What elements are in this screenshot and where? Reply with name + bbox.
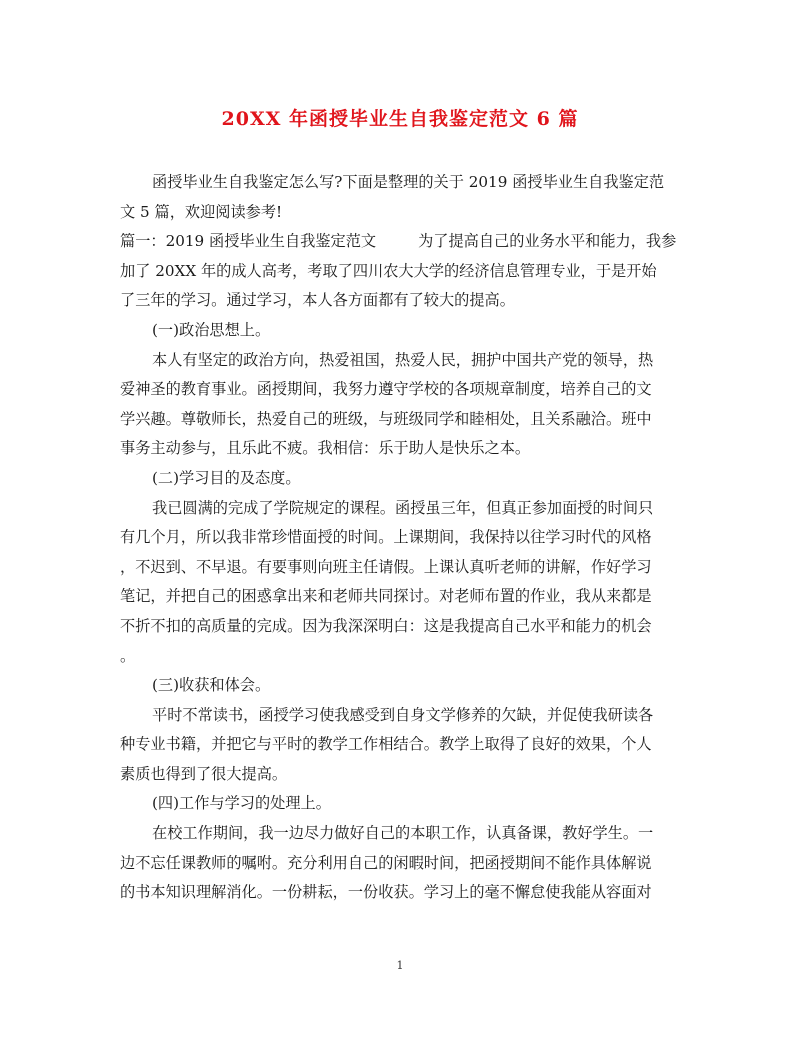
text-line	[120, 849, 674, 879]
text-line	[120, 819, 674, 849]
text-line	[120, 730, 674, 760]
text-line-content: 篇一：2019 函授毕业生自我鉴定范文	[120, 232, 377, 251]
text-line-content: 在校工作期间，我一边尽力做好自己的本职工作，认真备课，教好学生。一	[152, 824, 654, 843]
text-line-content: 文 5 篇，欢迎阅读参考!	[120, 202, 283, 221]
text-line-content: 平时不常读书，函授学习使我感受到自身文学修养的欠缺，并促使我研读各	[152, 705, 654, 724]
text-line	[120, 494, 674, 524]
text-line-content: 本人有坚定的政治方向，热爱祖国，热爱人民，拥护中国共产党的领导，热	[152, 350, 654, 369]
text-line	[120, 878, 674, 908]
text-line	[120, 198, 674, 228]
text-line	[120, 701, 674, 731]
text-line-content: 事务主动参与，且乐此不疲。我相信：乐于助人是快乐之本。	[120, 439, 531, 458]
text-line-content: 我已圆满的完成了学院规定的课程。函授虽三年，但真正参加面授的时间只	[152, 498, 654, 517]
text-line	[120, 553, 674, 583]
text-line-content: (四)工作与学习的处理上。	[152, 794, 331, 813]
text-line	[120, 375, 674, 405]
document-body	[120, 168, 677, 908]
text-line	[120, 523, 674, 553]
text-line-content: ，不迟到、不早退。有要事则向班主任请假。上课认真听老师的讲解，作好学习	[120, 557, 652, 576]
text-line-content: 了三年的学习。通过学习，本人各方面都有了较大的提高。	[120, 291, 515, 310]
text-line	[120, 760, 674, 790]
text-line	[120, 612, 674, 642]
text-line	[120, 227, 677, 257]
text-line-content: (二)学习目的及态度。	[152, 468, 301, 487]
text-line-content: (三)收获和体会。	[152, 676, 271, 695]
text-line	[120, 789, 674, 819]
text-line-content: 有几个月，所以我非常珍惜面授的时间。上课期间，我保持以往学习时代的风格	[120, 528, 652, 547]
text-line	[120, 434, 674, 464]
text-line-continuation: 为了提高自己的业务水平和能力，我参	[418, 232, 677, 251]
text-line-content: 学兴趣。尊敬师长，热爱自己的班级，与班级同学和睦相处，且关系融洽。班中	[120, 409, 652, 428]
text-line-content: 种专业书籍，并把它与平时的教学工作相结合。教学上取得了良好的效果，个人	[120, 735, 652, 754]
text-line-content: 。	[120, 646, 136, 665]
text-line-content: 边不忘任课教师的嘱咐。充分利用自己的闲暇时间，把函授期间不能作具体解说	[120, 853, 652, 872]
text-line	[120, 582, 674, 612]
text-line	[120, 346, 674, 376]
text-line-content: 不折不扣的高质量的完成。因为我深深明白：这是我提高自己水平和能力的机会	[120, 616, 652, 635]
text-line	[120, 671, 674, 701]
text-line	[120, 405, 674, 435]
text-line	[120, 464, 674, 494]
text-line-content: 的书本知识理解消化。一份耕耘，一份收获。学习上的毫不懈怠使我能从容面对	[120, 883, 652, 902]
text-line-content: 笔记，并把自己的困惑拿出来和老师共同探讨。对老师布置的作业，我从来都是	[120, 587, 652, 606]
text-line-content: 函授毕业生自我鉴定怎么写?下面是整理的关于 2019 函授毕业生自我鉴定范	[152, 173, 665, 191]
text-line	[120, 257, 674, 287]
text-line	[120, 316, 674, 346]
text-line-content: 素质也得到了很大提高。	[120, 764, 288, 783]
text-line	[120, 642, 674, 672]
text-line-content: 加了 20XX 年的成人高考，考取了四川农大大学的经济信息管理专业，于是开始	[120, 261, 657, 280]
page-number: 1	[396, 959, 404, 972]
text-line	[120, 168, 674, 198]
document-title: 20XX 年函授毕业生自我鉴定范文 6 篇	[221, 108, 579, 130]
text-line-content: (一)政治思想上。	[152, 320, 271, 339]
text-line-content: 爱神圣的教育事业。函授期间，我努力遵守学校的各项规章制度，培养自己的文	[120, 380, 652, 399]
text-line	[120, 286, 674, 316]
